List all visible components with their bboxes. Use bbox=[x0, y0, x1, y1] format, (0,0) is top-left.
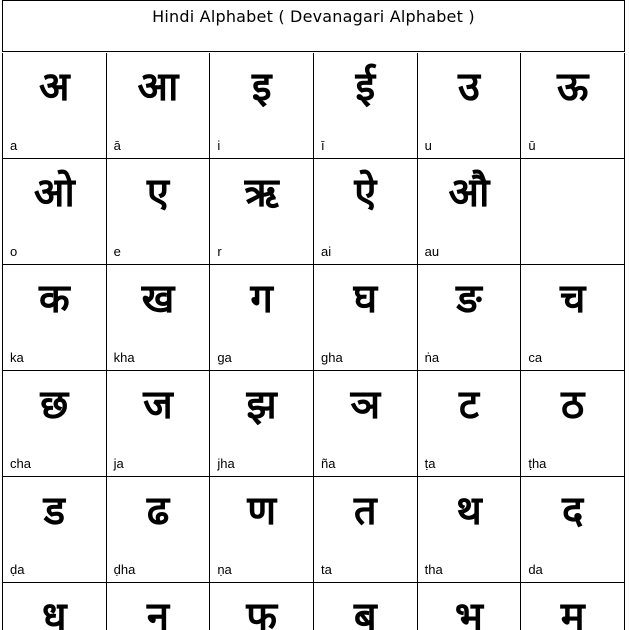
letter-cell bbox=[418, 371, 522, 477]
letter-transliteration: u bbox=[424, 138, 432, 153]
letter-glyph: ढ bbox=[146, 488, 170, 534]
letter-transliteration: ū bbox=[528, 138, 536, 153]
letter-glyph: ण bbox=[247, 488, 277, 534]
letter-glyph: ई bbox=[355, 64, 376, 110]
letter-glyph: उ bbox=[458, 64, 480, 110]
letter-transliteration: ka bbox=[10, 350, 24, 365]
letter-transliteration: ja bbox=[113, 456, 124, 471]
letter-transliteration: cha bbox=[10, 456, 31, 471]
letter-cell bbox=[210, 159, 314, 265]
letter-transliteration: ṅa bbox=[424, 350, 440, 365]
empty-cell bbox=[521, 159, 625, 265]
letter-glyph: ऋ bbox=[244, 170, 279, 216]
letter-cell bbox=[210, 583, 314, 630]
letter-cell bbox=[107, 53, 211, 159]
letter-transliteration: ga bbox=[217, 350, 232, 365]
letter-cell bbox=[418, 159, 522, 265]
letter-cell bbox=[521, 265, 625, 371]
letter-transliteration: o bbox=[10, 244, 18, 259]
letter-transliteration: ḍa bbox=[10, 562, 25, 577]
letter-glyph: ओ bbox=[33, 170, 75, 216]
letter-cell bbox=[3, 371, 107, 477]
letter-glyph: अ bbox=[39, 64, 70, 110]
letter-glyph: झ bbox=[246, 382, 277, 428]
letter-transliteration: i bbox=[217, 138, 221, 153]
letter-cell bbox=[3, 477, 107, 583]
letter-glyph: ध bbox=[42, 594, 67, 630]
letter-glyph: घ bbox=[353, 276, 378, 322]
letter-transliteration: da bbox=[528, 562, 543, 577]
letter-glyph: ट bbox=[458, 382, 480, 428]
letter-cell bbox=[418, 583, 522, 630]
letter-cell bbox=[418, 477, 522, 583]
letter-glyph: औ bbox=[448, 170, 490, 216]
letter-transliteration: ā bbox=[113, 138, 121, 153]
letter-glyph: ठ bbox=[561, 382, 585, 428]
letter-cell bbox=[521, 477, 625, 583]
letter-cell bbox=[107, 371, 211, 477]
letter-cell bbox=[107, 159, 211, 265]
letter-glyph: ड bbox=[43, 488, 66, 534]
letter-cell bbox=[521, 583, 625, 630]
letter-glyph: द bbox=[562, 488, 584, 534]
letter-transliteration: ḍha bbox=[113, 562, 136, 577]
letter-cell bbox=[3, 159, 107, 265]
letter-transliteration: ai bbox=[320, 244, 332, 259]
letter-transliteration: ña bbox=[320, 456, 336, 471]
letter-glyph: ए bbox=[146, 170, 170, 216]
letter-glyph: म bbox=[560, 594, 585, 630]
letter-glyph: न bbox=[146, 594, 170, 630]
letter-glyph: त bbox=[353, 488, 377, 534]
letter-cell bbox=[314, 477, 418, 583]
letter-transliteration: ṭha bbox=[528, 456, 547, 471]
letter-cell bbox=[210, 477, 314, 583]
letter-transliteration: a bbox=[10, 138, 18, 153]
letter-glyph: इ bbox=[251, 64, 272, 110]
letter-cell bbox=[418, 53, 522, 159]
letter-cell bbox=[210, 265, 314, 371]
letter-glyph: ऐ bbox=[354, 170, 377, 216]
letter-cell bbox=[3, 265, 107, 371]
letter-transliteration: gha bbox=[320, 350, 343, 365]
letter-cell bbox=[314, 53, 418, 159]
page-title: Hindi Alphabet ( Devanagari Alphabet ) bbox=[152, 7, 475, 26]
letter-glyph: थ bbox=[456, 488, 482, 534]
letter-cell bbox=[521, 53, 625, 159]
letter-cell bbox=[418, 265, 522, 371]
title-bar bbox=[2, 0, 625, 52]
letter-cell bbox=[210, 53, 314, 159]
letter-glyph: भ bbox=[454, 594, 484, 630]
letter-cell bbox=[314, 265, 418, 371]
letter-cell bbox=[107, 583, 211, 630]
letter-glyph: च bbox=[559, 276, 586, 322]
letter-transliteration: r bbox=[217, 244, 222, 259]
letter-glyph: ङ bbox=[456, 276, 482, 322]
letter-glyph: छ bbox=[40, 382, 69, 428]
letter-transliteration: ṇa bbox=[217, 562, 232, 577]
letter-glyph: क bbox=[38, 276, 70, 322]
letter-cell bbox=[314, 371, 418, 477]
letter-glyph: ब bbox=[353, 594, 377, 630]
letter-glyph: ग bbox=[250, 276, 273, 322]
letter-glyph: ऊ bbox=[556, 64, 589, 110]
letter-glyph: ञ bbox=[350, 382, 381, 428]
letter-cell bbox=[521, 371, 625, 477]
letter-glyph: फ bbox=[246, 594, 278, 630]
letter-cell bbox=[3, 583, 107, 630]
letter-cell bbox=[314, 159, 418, 265]
letter-glyph: ज bbox=[143, 382, 173, 428]
letter-transliteration: e bbox=[113, 244, 121, 259]
letter-cell bbox=[107, 477, 211, 583]
letter-transliteration: ca bbox=[528, 350, 543, 365]
letter-transliteration: au bbox=[424, 244, 440, 259]
letter-cell bbox=[210, 371, 314, 477]
letter-transliteration: ī bbox=[320, 138, 325, 153]
letter-glyph: ख bbox=[141, 276, 175, 322]
letter-transliteration: jha bbox=[217, 456, 235, 471]
letter-glyph: आ bbox=[137, 64, 179, 110]
letter-transliteration: tha bbox=[424, 562, 443, 577]
letter-grid bbox=[2, 53, 625, 630]
letter-transliteration: kha bbox=[113, 350, 135, 365]
letter-transliteration: ta bbox=[320, 562, 332, 577]
letter-transliteration: ṭa bbox=[424, 456, 436, 471]
letter-cell bbox=[107, 265, 211, 371]
letter-cell bbox=[3, 53, 107, 159]
letter-cell bbox=[314, 583, 418, 630]
